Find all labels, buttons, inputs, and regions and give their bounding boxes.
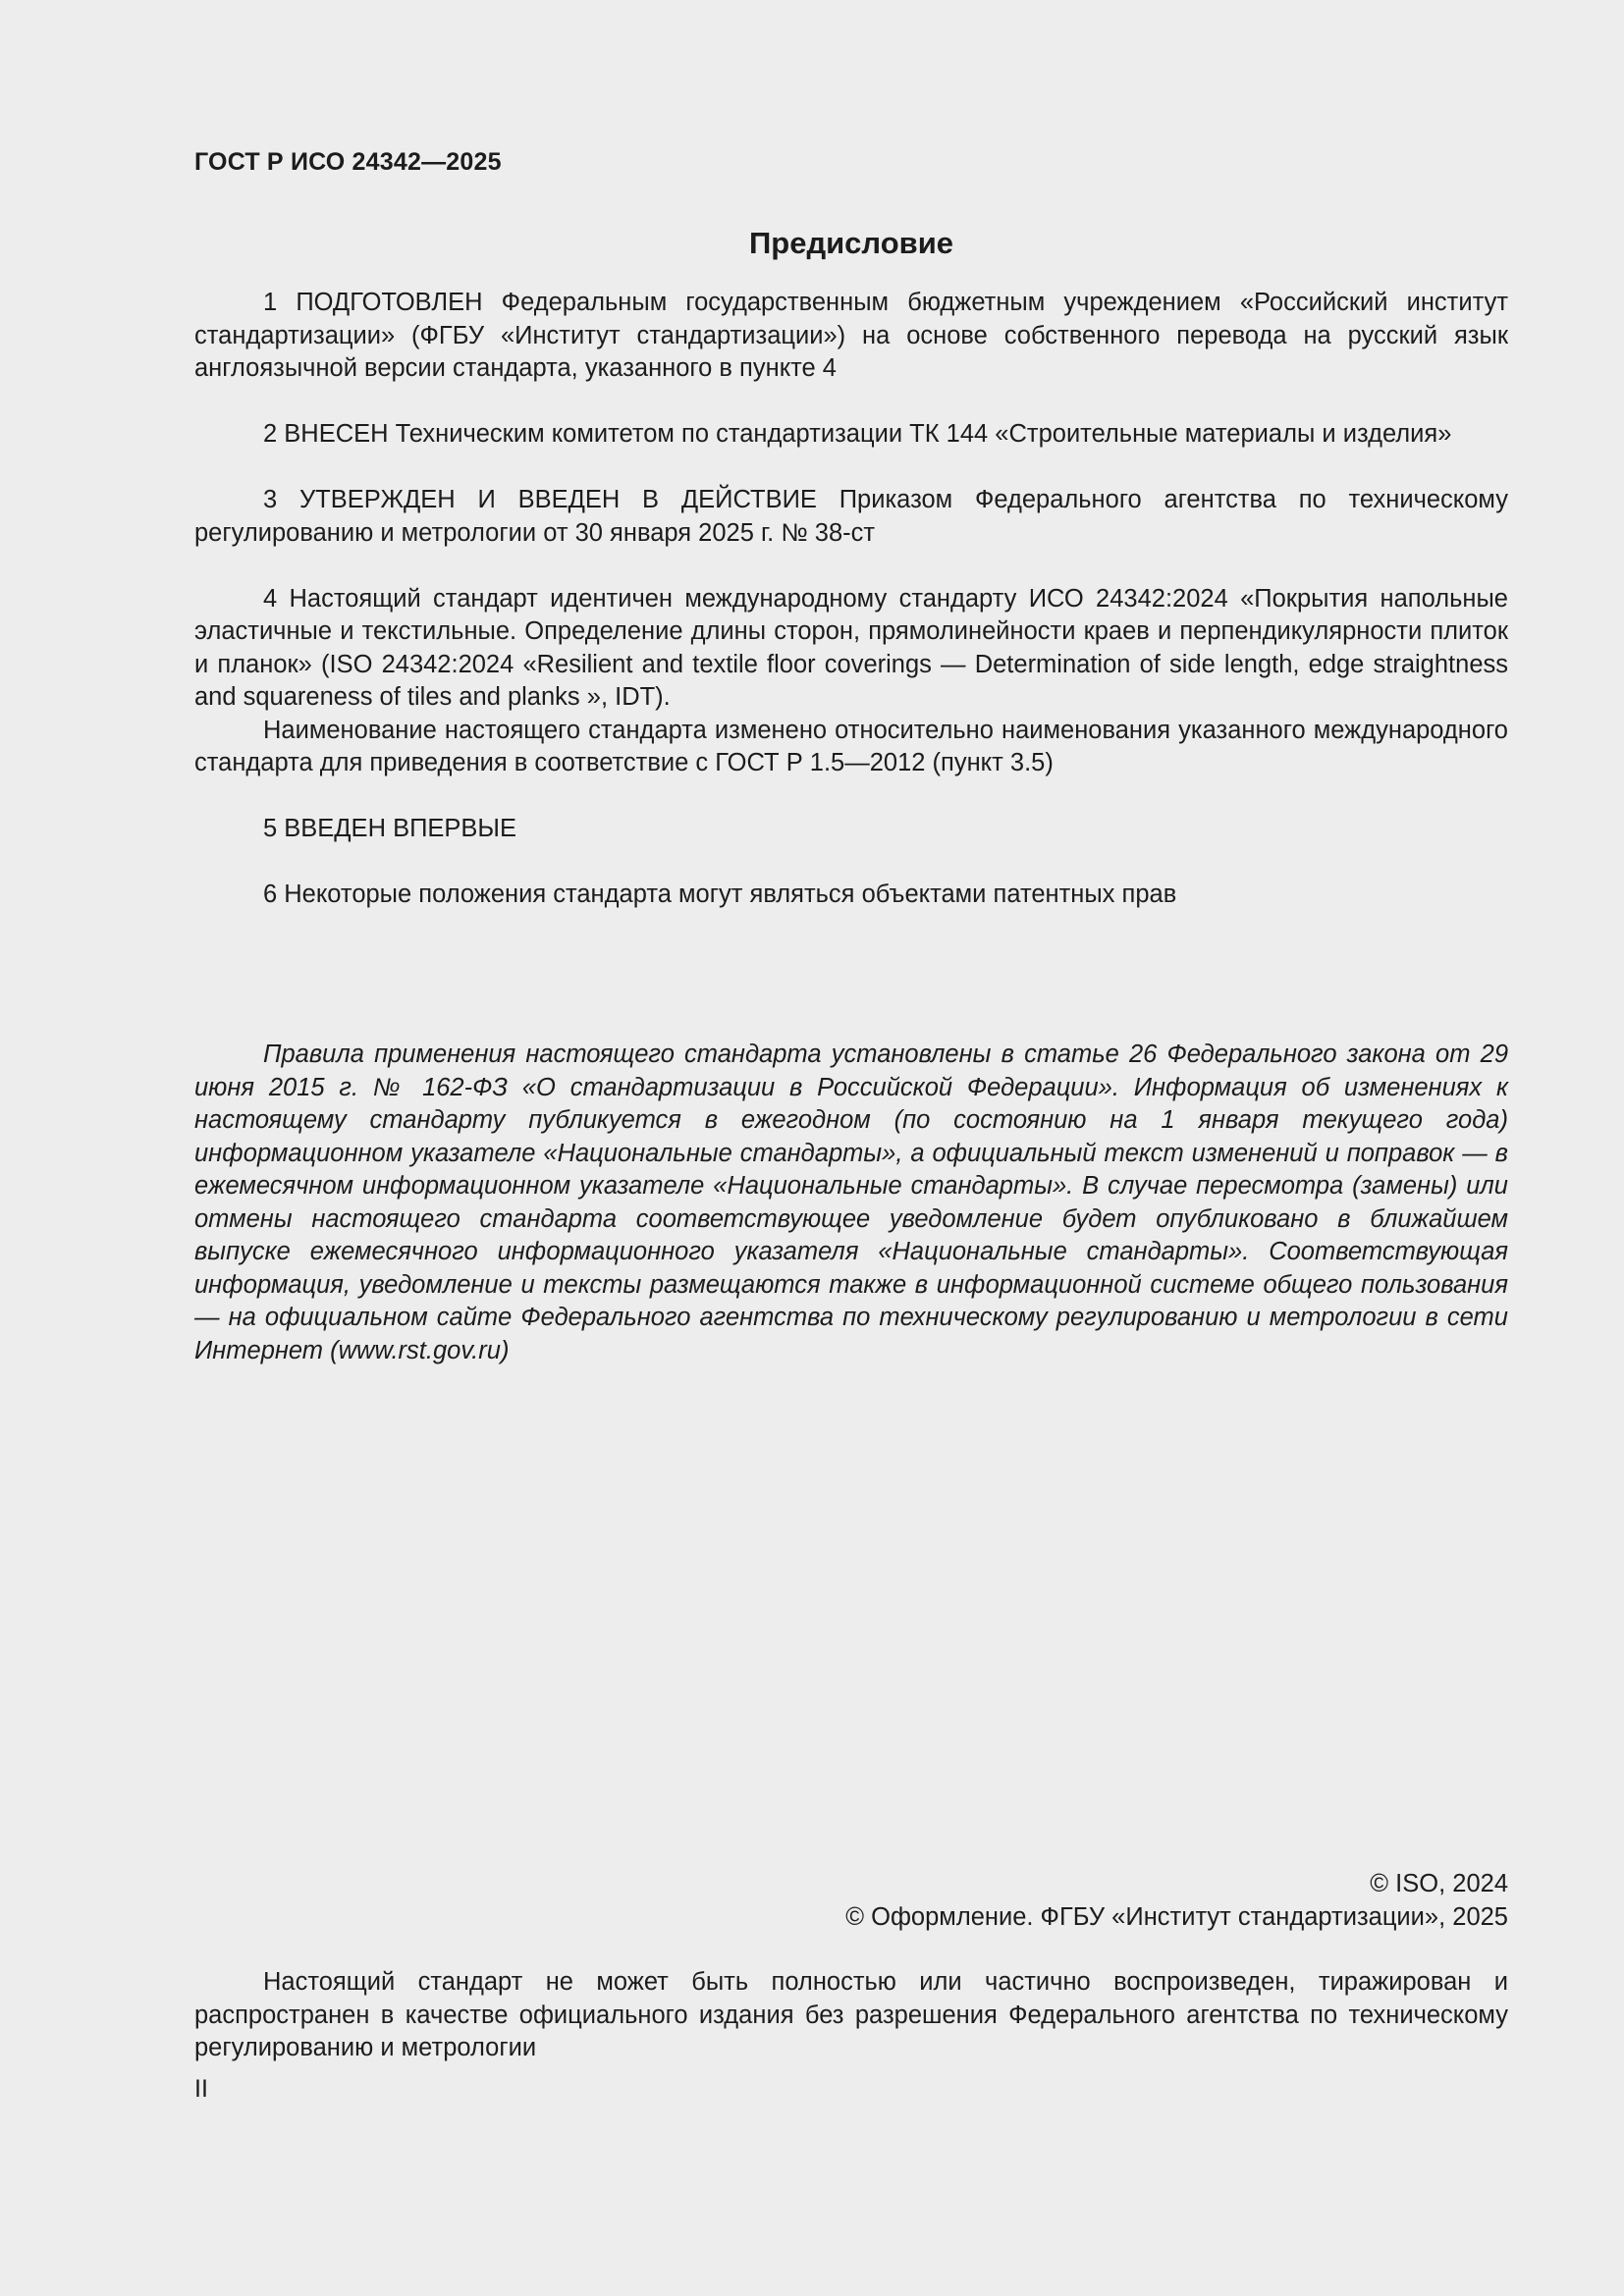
item-paragraph: 1 ПОДГОТОВЛЕН Федеральным государственным бюджетным учреждением «Российский институт стандартизации» (ФГБУ «Институт стандартизации») на основе собственного перевода на русский язык англоязычной версии стандарта, указанного в пункте 4: [194, 289, 1508, 382]
foreword-item-1: [194, 287, 1508, 386]
item-paragraph: 2 ВНЕСЕН Техническим комитетом по стандартизации ТК 144 «Строительные материалы и изделия»: [263, 420, 1452, 448]
foreword-item-6: [194, 879, 1508, 912]
copyright-iso: © ISO, 2024: [1370, 1870, 1508, 1897]
reproduction-notice: [194, 1966, 1508, 2065]
item-paragraph: 5 ВВЕДЕН ВПЕРВЫЕ: [263, 815, 517, 842]
item-paragraph: 6 Некоторые положения стандарта могут являться объектами патентных прав: [263, 881, 1177, 908]
application-rules-text: Правила применения настоящего стандарта установлены в статье 26 Федерального закона от 29 июня 2015 г. № 162-ФЗ «О стандартизации в Российской Федерации». Информация об изменениях к настоящему стандарту публикуется в ежегодном (по состоянию на 1 января текущего года) информационном указателе «Национальные стандарты», а официальный текст изменений и поправок — в ежемесячном информационном указателе «Национальные стандарты». В случае пересмотра (замены) или отмены настоящего стандарта соответствующее уведомление будет опубликовано в ближайшем выпуске ежемесячного информационного указателя «Национальные стандарты». Соответствующая информация, уведомление и тексты размещаются также в информационной системе общего пользования — на официальном сайте Федерального агентства по техническому регулированию и метрологии в сети Интернет (www.rst.gov.ru): [194, 1041, 1508, 1364]
foreword-item-5: [194, 813, 1508, 846]
foreword-items: [194, 287, 1508, 944]
item-paragraph: 4 Настоящий стандарт идентичен международному стандарту ИСО 24342:2024 «Покрытия напольные эластичные и текстильные. Определение длины сторон, прямолинейности краев и перпендикулярности плиток и планок» (ISO 24342:2024 «Resilient and textile floor coverings — Determination of side length, edge straightness and squareness of tiles and planks », IDT).: [194, 584, 1508, 711]
foreword-item-3: [194, 484, 1508, 550]
copyright-design: © Оформление. ФГБУ «Институт стандартизации», 2025: [845, 1902, 1508, 1931]
foreword-item-2: [194, 418, 1508, 452]
reproduction-notice-text: Настоящий стандарт не может быть полностью или частично воспроизведен, тиражирован и распространен в качестве официального издания без разрешения Федерального агентства по техническому регулированию и метрологии: [194, 1968, 1508, 2061]
document-page: [194, 0, 1508, 2296]
copyright-block: [845, 1868, 1508, 1934]
foreword-item-4: [194, 583, 1508, 780]
document-header: ГОСТ Р ИСО 24342—2025: [194, 148, 502, 176]
page-number: II: [194, 2075, 208, 2103]
item-paragraph: 3 УТВЕРЖДЕН И ВВЕДЕН В ДЕЙСТВИЕ Приказом Федерального агентства по техническому регулированию и метрологии от 30 января 2025 г. № 38-ст: [194, 486, 1508, 547]
foreword-title: Предисловие: [748, 226, 953, 260]
application-rules-block: [194, 1039, 1508, 1367]
item-paragraph-note: Наименование настоящего стандарта изменено относительно наименования указанного международного стандарта для приведения в соответствие с ГОСТ Р 1.5—2012 (пункт 3.5): [194, 716, 1508, 776]
